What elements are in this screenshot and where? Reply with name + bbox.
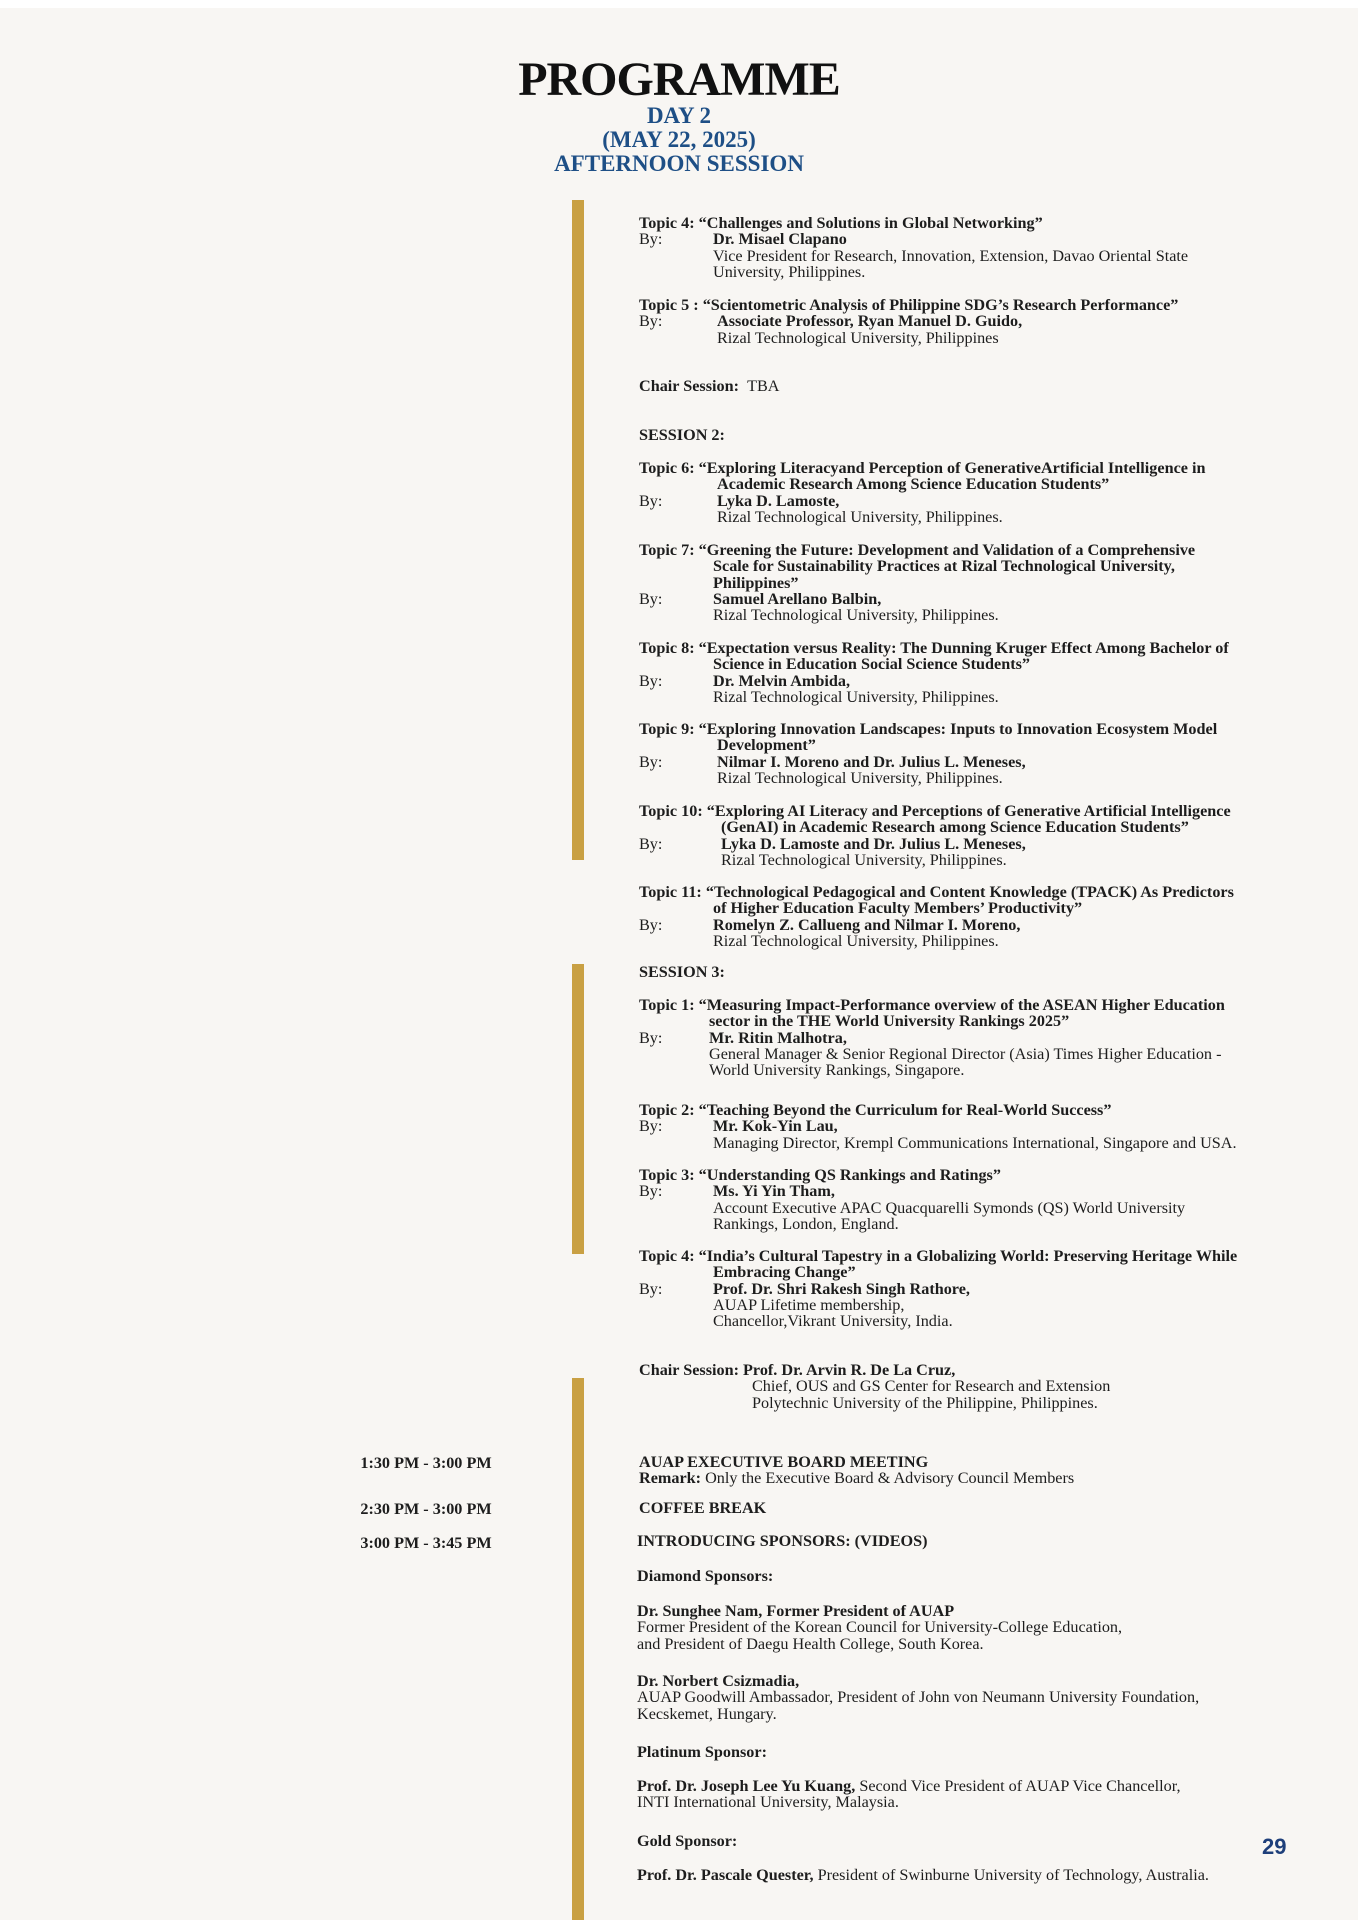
affiliation: Rizal Technological University, Philippines. xyxy=(713,687,999,706)
page-title: PROGRAMME xyxy=(518,53,840,106)
s3-topic-block-2 xyxy=(639,1102,1237,1151)
speaker-name: Nilmar I. Moreno and Dr. Julius L. Meneses, xyxy=(717,752,1026,771)
topic-title-cont: sector in the THE World University Rankings 2025” xyxy=(709,1012,1070,1031)
by-label: By: xyxy=(639,1028,663,1047)
topic-title: Topic 7: “Greening the Future: Development and Validation of a Comprehensive xyxy=(639,541,1196,559)
day-label: DAY 2 xyxy=(646,103,712,128)
by-label: By: xyxy=(639,589,663,608)
affiliation: Rizal Technological University, Philippines. xyxy=(713,931,999,950)
affiliation: Chief, OUS and GS Center for Research and Extension xyxy=(752,1377,1111,1396)
sponsor-name: Prof. Dr. Pascale Quester, xyxy=(637,1866,814,1884)
sponsor-entry-nam xyxy=(637,1603,1122,1652)
sponsor-name: Dr. Sunghee Nam, Former President of AUAP xyxy=(637,1602,955,1620)
sponsor-affiliation: and President of Daegu Health College, South Korea. xyxy=(637,1634,984,1653)
topic-title: Topic 4: “India’s Cultural Tapestry in a Globalizing World: Preserving Heritage While xyxy=(639,1247,1238,1265)
by-label: By: xyxy=(639,671,663,690)
topic-title: Topic 1: “Measuring Impact-Performance overview of the ASEAN Higher Education xyxy=(639,996,1225,1014)
by-label: By: xyxy=(639,1117,663,1136)
date-label: (MAY 22, 2025) xyxy=(602,127,756,152)
by-label: By: xyxy=(639,312,663,331)
speaker-name: Ms. Yi Yin Tham, xyxy=(713,1182,835,1201)
topic-title-cont: Development” xyxy=(717,736,816,755)
by-label: By: xyxy=(639,491,663,510)
topic-title: Topic 10: “Exploring AI Literacy and Perceptions of Generative Artificial Intelligence xyxy=(639,802,1231,820)
event-coffee-break: COFFEE BREAK xyxy=(639,1499,767,1517)
affiliation: Polytechnic University of the Philippine, Philippines. xyxy=(752,1393,1098,1412)
sponsor-affiliation: AUAP Goodwill Ambassador, President of John von Neumann University Foundation, xyxy=(637,1688,1200,1707)
sponsor-role: President of Swinburne University of Technology, Australia. xyxy=(813,1866,1209,1884)
topic-title-cont: Scale for Sustainability Practices at Rizal Technological University, xyxy=(713,557,1175,576)
topic-title: Topic 4: “Challenges and Solutions in Global Networking” xyxy=(639,214,1043,232)
speaker-name: Romelyn Z. Callueng and Nilmar I. Moreno, xyxy=(713,915,1021,934)
by-label: By: xyxy=(639,1182,663,1201)
affiliation: Rizal Technological University, Philippines. xyxy=(717,768,1003,787)
sponsor-affiliation: Former President of the Korean Council for University-College Education, xyxy=(637,1618,1123,1637)
s3-topic-block-1 xyxy=(639,997,1225,1078)
topic-block-11 xyxy=(639,884,1234,949)
sponsor-role: Second Vice President of AUAP Vice Chancellor, xyxy=(855,1777,1181,1795)
affiliation: Rizal Technological University, Philippines xyxy=(717,328,999,347)
topic-block-10 xyxy=(639,803,1231,868)
speaker-name: Samuel Arellano Balbin, xyxy=(713,589,882,608)
topic-title-cont: Philippines” xyxy=(713,573,799,592)
speaker-name: Mr. Kok-Yin Lau, xyxy=(713,1117,838,1136)
topic-block-6 xyxy=(639,460,1206,525)
chair-value: Prof. Dr. Arvin R. De La Cruz, xyxy=(743,1361,956,1379)
diamond-sponsors-label: Diamond Sponsors: xyxy=(637,1567,774,1585)
chair-session-2 xyxy=(639,1362,1110,1411)
gold-sponsor-label: Gold Sponsor: xyxy=(637,1832,738,1850)
remark-text: Only the Executive Board & Advisory Council Members xyxy=(705,1469,1075,1488)
affiliation: Rankings, London, England. xyxy=(713,1214,899,1233)
topic-title-cont: Science in Education Social Science Students” xyxy=(713,655,1031,674)
page-number: 29 xyxy=(1262,1834,1287,1859)
timeline-bar-3 xyxy=(572,1378,584,1920)
topic-title: Topic 6: “Exploring Literacyand Perception of GenerativeArtificial Intelligence in xyxy=(639,459,1206,477)
topic-block-7 xyxy=(639,542,1195,623)
timeline-bar-2 xyxy=(572,964,584,1254)
sponsor-affiliation: INTI International University, Malaysia. xyxy=(637,1793,899,1812)
chair-label: Chair Session: xyxy=(639,377,739,395)
affiliation: Chancellor,Vikrant University, India. xyxy=(713,1312,953,1331)
by-label: By: xyxy=(639,834,663,853)
affiliation: Rizal Technological University, Philippines. xyxy=(721,850,1007,869)
affiliation: AUAP Lifetime membership, xyxy=(713,1295,905,1314)
speaker-name: Lyka D. Lamoste, xyxy=(717,491,840,510)
speaker-name: Prof. Dr. Shri Rakesh Singh Rathore, xyxy=(713,1279,970,1298)
by-label: By: xyxy=(639,915,663,934)
topic-title-cont: (GenAI) in Academic Research among Science Education Students” xyxy=(721,818,1189,837)
sponsor-affiliation: Kecskemet, Hungary. xyxy=(637,1704,777,1723)
remark-label: Remark: xyxy=(639,1469,702,1488)
topic-title-cont: Embracing Change” xyxy=(713,1263,856,1282)
affiliation: Rizal Technological University, Philippines. xyxy=(717,507,1003,526)
topic-block-4 xyxy=(639,215,1188,280)
topic-title: Topic 11: “Technological Pedagogical and Content Knowledge (TPACK) As Predictors xyxy=(639,883,1234,901)
time-slot-1: 1:30 PM - 3:00 PM xyxy=(360,1454,492,1472)
sponsor-name: Dr. Norbert Csizmadia, xyxy=(637,1672,800,1690)
platinum-sponsor-label: Platinum Sponsor: xyxy=(637,1743,767,1761)
affiliation: University, Philippines. xyxy=(713,262,866,281)
sponsor-name: Prof. Dr. Joseph Lee Yu Kuang, xyxy=(637,1777,856,1795)
chair-label: Chair Session: xyxy=(639,1361,739,1379)
speaker-name: Associate Professor, Ryan Manuel D. Guido, xyxy=(717,312,1023,331)
event-sponsors: INTRODUCING SPONSORS: (VIDEOS) xyxy=(637,1532,928,1550)
topic-title: Topic 3: “Understanding QS Rankings and Ratings” xyxy=(639,1166,1001,1184)
sponsor-entry-csizmadia xyxy=(637,1673,1199,1722)
speaker-name: Mr. Ritin Malhotra, xyxy=(709,1028,847,1047)
sponsor-entry-kuang xyxy=(637,1778,1181,1811)
session-label: AFTERNOON SESSION xyxy=(554,151,804,176)
affiliation: General Manager & Senior Regional Director (Asia) Times Higher Education - xyxy=(709,1044,1222,1063)
topic-title-cont: of Higher Education Faculty Members’ Productivity” xyxy=(713,899,1083,918)
affiliation: Rizal Technological University, Philippines. xyxy=(713,606,999,625)
topic-title: Topic 5 : “Scientometric Analysis of Philippine SDG’s Research Performance” xyxy=(639,296,1179,314)
by-label: By: xyxy=(639,1279,663,1298)
time-slot-3: 3:00 PM - 3:45 PM xyxy=(360,1534,492,1552)
affiliation: Managing Director, Krempl Communications International, Singapore and USA. xyxy=(713,1133,1237,1152)
event-title: AUAP EXECUTIVE BOARD MEETING xyxy=(639,1453,929,1471)
document-page xyxy=(0,8,1358,1920)
sponsor-entry-quester xyxy=(637,1867,1209,1883)
topic-title: Topic 2: “Teaching Beyond the Curriculum for Real-World Success” xyxy=(639,1101,1112,1119)
topic-title: Topic 8: “Expectation versus Reality: The Dunning Kruger Effect Among Bachelor of xyxy=(639,639,1229,657)
topic-block-9 xyxy=(639,721,1217,786)
by-label: By: xyxy=(639,230,663,249)
topic-block-8 xyxy=(639,640,1229,705)
affiliation: Account Executive APAC Quacquarelli Symonds (QS) World University xyxy=(713,1198,1186,1217)
chair-session-1 xyxy=(639,378,779,394)
speaker-name: Dr. Misael Clapano xyxy=(713,230,847,249)
topic-title: Topic 9: “Exploring Innovation Landscapes: Inputs to Innovation Ecosystem Model xyxy=(639,720,1218,738)
event-board-meeting xyxy=(639,1454,1074,1487)
s3-topic-block-3 xyxy=(639,1167,1185,1232)
speaker-name: Lyka D. Lamoste and Dr. Julius L. Meneses, xyxy=(721,834,1026,853)
chair-value: TBA xyxy=(747,377,780,395)
session-2-heading: SESSION 2: xyxy=(639,426,725,444)
topic-title-cont: Academic Research Among Science Education Students” xyxy=(717,475,1110,494)
timeline-bar-1 xyxy=(572,200,584,860)
by-label: By: xyxy=(639,752,663,771)
topic-block-5 xyxy=(639,297,1178,346)
time-slot-2: 2:30 PM - 3:00 PM xyxy=(360,1500,492,1518)
session-3-heading: SESSION 3: xyxy=(639,963,725,981)
speaker-name: Dr. Melvin Ambida, xyxy=(713,671,851,690)
s3-topic-block-4 xyxy=(639,1248,1237,1329)
affiliation: World University Rankings, Singapore. xyxy=(709,1061,965,1080)
affiliation: Vice President for Research, Innovation, Extension, Davao Oriental State xyxy=(713,246,1189,265)
